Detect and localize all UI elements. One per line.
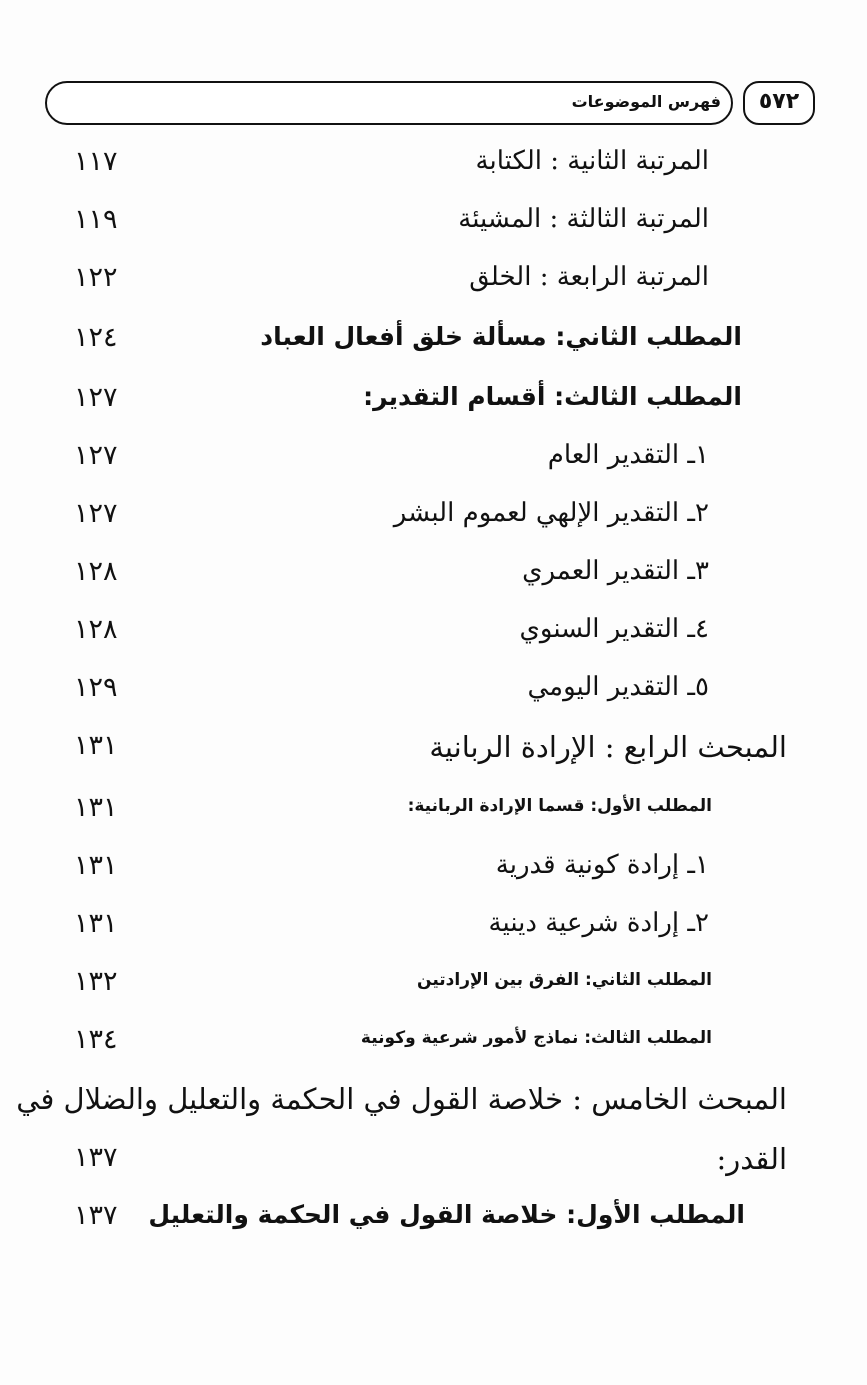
toc-entry-page: ١١٧ bbox=[74, 146, 118, 177]
toc-entry-page: ١٣١ bbox=[74, 908, 118, 939]
toc-entry-page: ١٢٧ bbox=[74, 440, 118, 471]
toc-entry-page: ١٢٨ bbox=[74, 614, 118, 645]
toc-entry-title: المطلب الثالث: نماذج لأمور شرعية وكونية bbox=[360, 1028, 712, 1048]
toc-entry-title: المطلب الأول: خلاصة القول في الحكمة والتعليل bbox=[148, 1200, 745, 1229]
toc-entry-title: ١ـ إرادة كونية قدرية bbox=[495, 850, 709, 880]
toc-entry-page: ١٢٧ bbox=[74, 382, 118, 413]
toc-entry-page: ١٢٤ bbox=[74, 322, 118, 353]
toc-entry-page: ١٣١ bbox=[74, 730, 118, 761]
toc-entry-page: ١٣٧ bbox=[74, 1200, 118, 1231]
toc-entry-title: المطلب الأول: قسما الإرادة الربانية: bbox=[407, 796, 712, 816]
toc-entry-page: ١٢٧ bbox=[74, 498, 118, 529]
toc-entry-page: ١٣١ bbox=[74, 850, 118, 881]
toc-entry-title: ٤ـ التقدير السنوي bbox=[519, 614, 709, 644]
toc-entry-title: ٥ـ التقدير اليومي bbox=[527, 672, 709, 702]
toc-entry-page: ١٣١ bbox=[74, 792, 118, 823]
toc-entry-title: ١ـ التقدير العام bbox=[547, 440, 709, 470]
toc-entry-title: ٢ـ إرادة شرعية دينية bbox=[488, 908, 709, 938]
toc-entry-page: ١٣٤ bbox=[74, 1024, 118, 1055]
toc-entry-title: المبحث الرابع : الإرادة الربانية bbox=[429, 730, 787, 764]
toc-entry-title: المطلب الثاني: مسألة خلق أفعال العباد bbox=[260, 322, 742, 351]
toc-entry-page: ١٣٧ bbox=[74, 1142, 118, 1173]
running-header bbox=[45, 81, 815, 129]
toc-entry-title: المرتبة الثانية : الكتابة bbox=[475, 146, 709, 176]
toc-entry-title: المطلب الثالث: أقسام التقدير: bbox=[363, 382, 742, 411]
toc-entry-page: ١٢٩ bbox=[74, 672, 118, 703]
toc-entry-title: المبحث الخامس : خلاصة القول في الحكمة والتعليل والضلال في bbox=[16, 1082, 787, 1116]
toc-entry-page: ١١٩ bbox=[74, 204, 118, 235]
toc-entry-page: ١٢٢ bbox=[74, 262, 118, 293]
toc-entry-page: ١٣٢ bbox=[74, 966, 118, 997]
toc-entry-title: القدر: bbox=[716, 1142, 787, 1176]
toc-entry-title: المرتبة الرابعة : الخلق bbox=[469, 262, 709, 292]
header-page-number: ٥٧٢ bbox=[743, 81, 815, 125]
toc-entry-page: ١٢٨ bbox=[74, 556, 118, 587]
toc-entry-title: ٢ـ التقدير الإلهي لعموم البشر bbox=[393, 498, 709, 528]
toc-entry-title: ٣ـ التقدير العمري bbox=[522, 556, 709, 586]
toc-entry-title: المرتبة الثالثة : المشيئة bbox=[458, 204, 709, 234]
toc-entry-title: المطلب الثاني: الفرق بين الإرادتين bbox=[417, 970, 712, 990]
header-title: فهرس الموضوعات bbox=[45, 81, 733, 125]
